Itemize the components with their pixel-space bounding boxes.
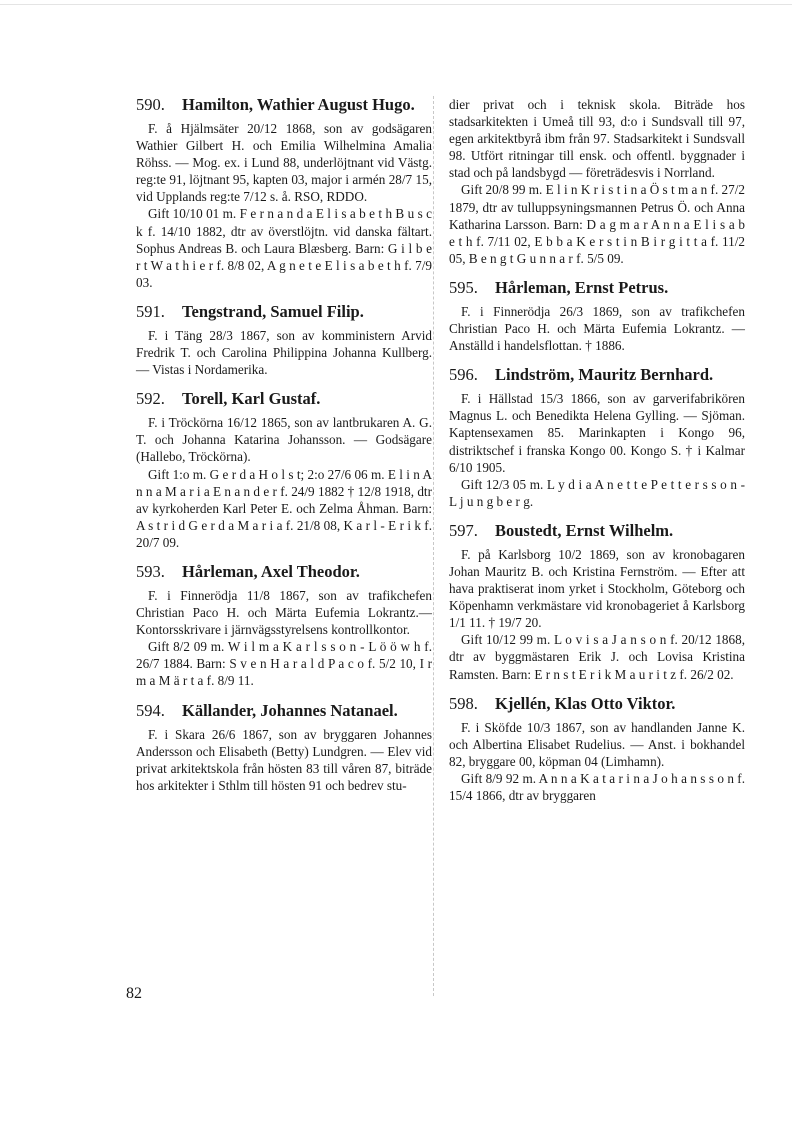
entry-paragraph: F. i Sköfde 10/3 1867, son av handlanden Janne K. och Albertina Elisabet Rudelius. — Anst. i bokhandel 82, bryggare 00, köpman 04 (Limhamn). xyxy=(449,719,745,769)
entry-number: 591. xyxy=(136,301,165,321)
entry-paragraph: F. i Tröckörna 16/12 1865, son av lantbrukaren A. G. T. och Johanna Katarina Johansson. — Godsägare (Hallebo, Tröckörna). xyxy=(136,415,432,465)
entry-paragraph: Gift 8/9 92 m. A n n a K a t a r i n a J o h a n s s o n f. 15/4 1866, dtr av bryggaren xyxy=(449,770,745,803)
entry-name: Tengstrand, Samuel Filip. xyxy=(182,301,364,321)
entry-paragraph: F. i Hällstad 15/3 1866, son av garverifabrikören Magnus L. och Benedikta Helena Gylling. — Sjöman. Kaptensexamen 85. Marinkapten i Kongo 96, distriktschef i franska Kongo 00. Kongo S. † i Kalmar 6/10 1905. xyxy=(449,391,745,475)
entry-heading xyxy=(136,390,432,408)
entry-paragraph: F. på Karlsborg 10/2 1869, son av kronobagaren Johan Mauritz B. och Kristina Fernström. — Efter att hava praktiserat inom yrket i Stockholm, Göteborg och Köpenhamn verkmästare vid kronobageriet å Karlsborg 1/1 11. † 19/7 20. xyxy=(449,546,745,631)
entry-name: Lindström, Mauritz Bernhard. xyxy=(495,365,714,385)
entry-paragraph: Gift 12/3 05 m. L y d i a A n e t t e P e t t e r s s o n - L j u n g b e r g. xyxy=(449,476,745,509)
left-column xyxy=(136,96,432,806)
entry-name: Hårleman, Ernst Petrus. xyxy=(495,277,669,297)
entry-number: 596. xyxy=(449,365,478,385)
entry-paragraph: Gift 8/2 09 m. W i l m a K a r l s s o n - L ö ö w h f. 26/7 1884. Barn: S v e n H a r a l d P a c o f. 5/2 10, I r m a M ä r t a f. 8/9 11. xyxy=(136,639,432,689)
entry-paragraph: F. i Finnerödja 11/8 1867, son av trafikchefen Christian Paco H. och Märta Eufemia Lokrantz.— Kontorsskrivare i järnvägsstyrelsens kontrollkontor. xyxy=(136,587,432,638)
entry xyxy=(449,279,745,354)
entry-name: Hårleman, Axel Theodor. xyxy=(182,561,360,581)
entry-number: 595. xyxy=(449,277,478,297)
entry xyxy=(449,366,745,510)
entry xyxy=(449,96,745,267)
entry-name: Hamilton, Wathier August Hugo. xyxy=(182,95,415,114)
entry-heading xyxy=(136,563,432,581)
entry-paragraph: Gift 10/12 99 m. L o v i s a J a n s o n f. 20/12 1868, dtr av byggmästaren Erik J. och Lovisa Kristina Ramsten. Barn: E r n s t E r i k M a u r i t z f. 26/2 02. xyxy=(449,632,745,682)
entry-heading xyxy=(449,279,745,297)
entry-heading xyxy=(136,96,432,114)
entry xyxy=(136,702,432,794)
entry-number: 598. xyxy=(449,693,478,713)
column-divider xyxy=(433,96,434,996)
entry-paragraph: Gift 20/8 99 m. E l i n K r i s t i n a Ö s t m a n f. 27/2 1879, dtr av tulluppsyningsmannen Petrus Ö. och Anna Katharina Larsson. Barn: D a g m a r A n n a E l i s a b e t h f. 7/11 02, E b b a K e r s t i n B i r g i t t a f. 11/2 05, B e n g t G u n n a r f. 5/5 09. xyxy=(449,182,745,266)
right-column xyxy=(449,96,745,816)
entry-number: 590. xyxy=(136,95,165,114)
entry-paragraph: dier privat och i teknisk skola. Biträde hos stadsarkitekten i Umeå till 93, d:o i Sundsvall till 97, egen arkitektbyrå ibm från 97. Stadsarkitekt i Sundsvall 98. Utfört ritningar till ensk. och offentl. byggnader i stad och på landsbygd — företrädesvis i Norrland. xyxy=(449,97,745,181)
entry-paragraph: Gift 10/10 01 m. F e r n a n d a E l i s a b e t h B u s c k f. 14/10 1882, dtr av överstlöjtn. vid danska fältart. Sophus Andreas B. och Laura Blæsberg. Barn: G i l b e r t W a t h i e r f. 8/8 02, A g n e t e E l i s a b e t h f. 7/9 03. xyxy=(136,206,432,290)
entry-paragraph: F. å Hjälmsäter 20/12 1868, son av godsägaren Wathier Gilbert H. och Emilia Wilhelmina Amalia Röhss. — Mog. ex. i Lund 88, underlöjtnant vid Västg. reg:te 91, löjtnant 95, kapten 03, major i armén 28/7 15, vid Upplands reg:te 7/12 s. å. RSO, RDDO. xyxy=(136,121,432,205)
entry-number: 593. xyxy=(136,561,165,581)
page-number: 82 xyxy=(126,985,142,1002)
entry-heading xyxy=(449,695,745,713)
entry-number: 597. xyxy=(449,520,478,540)
entry-name: Kjellén, Klas Otto Viktor. xyxy=(495,693,676,713)
entry xyxy=(136,390,432,551)
entry-name: Boustedt, Ernst Wilhelm. xyxy=(495,520,674,540)
entry-paragraph: Gift 1:o m. G e r d a H o l s t; 2:o 27/6 06 m. E l i n A n n a M a r i a E n a n d e r f. 24/9 1882 † 12/8 1918, dtr av kyrkoherden Karl Peter E. och Zelma Åhman. Barn: A s t r i d G e r d a M a r i a f. 21/8 08, K a r l - E r i k f. 20/7 09. xyxy=(136,466,432,550)
entry-heading xyxy=(136,303,432,321)
entry-heading xyxy=(136,702,432,720)
entry xyxy=(136,96,432,291)
entry-number: 592. xyxy=(136,389,165,409)
entry xyxy=(136,563,432,690)
entry-heading xyxy=(449,522,745,540)
entry xyxy=(449,695,745,804)
scan-edge-line xyxy=(0,4,792,5)
entry xyxy=(449,522,745,683)
entry xyxy=(136,303,432,378)
entry-heading xyxy=(449,366,745,384)
entry-name: Torell, Karl Gustaf. xyxy=(182,389,321,409)
entry-number: 594. xyxy=(136,700,165,720)
entry-name: Källander, Johannes Natanael. xyxy=(182,700,398,720)
entry-paragraph: F. i Skara 26/6 1867, son av bryggaren Johannes Andersson och Elisabeth (Betty) Lundgren. — Elev vid privat arkitektskola från hösten 83 till våren 87, biträde hos arkitekter i Sthlm till hösten 91 och bedrev stu- xyxy=(136,726,432,793)
entry-paragraph: F. i Finnerödja 26/3 1869, son av trafikchefen Christian Paco H. och Märta Eufemia Lokrantz. — Anställd i handelsflottan. † 1886. xyxy=(449,303,745,354)
entry-paragraph: F. i Täng 28/3 1867, son av komministern Arvid Fredrik T. och Carolina Philippina Johanna Kullberg. — Vistas i Nordamerika. xyxy=(136,327,432,378)
